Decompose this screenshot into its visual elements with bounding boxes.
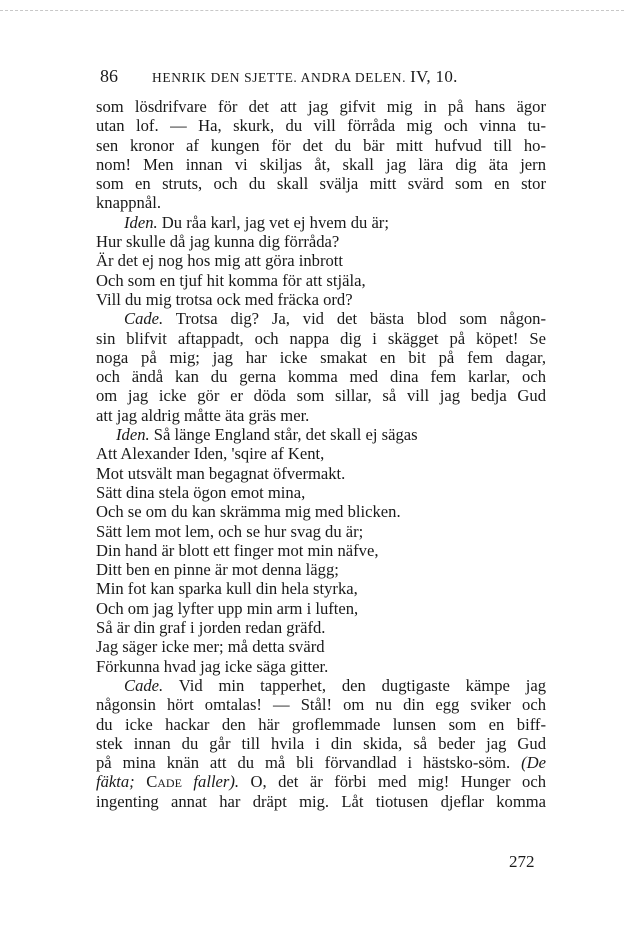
speech-iden bbox=[96, 425, 546, 444]
prose-text: på mina knän att du må bli förvandlad i hästsko-söm. bbox=[96, 753, 511, 773]
prose-line: att jag aldrig måtte äta gräs mer. bbox=[96, 405, 310, 425]
prose-text: O, det är förbi med mig! Hunger och bbox=[239, 772, 546, 792]
verse-line: Så är din graf i jorden redan gräfd. bbox=[96, 618, 326, 638]
verse-line: Min fot kan sparka kull din hela styrka, bbox=[96, 579, 358, 599]
prose-line-with-stage-direction bbox=[96, 772, 546, 791]
page-header bbox=[100, 66, 540, 88]
prose-line: om jag icke gör er döda som sillar, så vill jag bedja Gud bbox=[96, 386, 546, 406]
prose-line: du icke hackar den här groflemmade lunsen som en biff- bbox=[96, 714, 546, 734]
speech-iden bbox=[96, 213, 546, 232]
verse-line: Och som en tjuf hit komma för att stjäla, bbox=[96, 270, 366, 290]
verse-line: Din hand är blott ett finger mot min näfve, bbox=[96, 540, 379, 560]
verse-line: Och se om du kan skrämma mig med blicken. bbox=[96, 502, 401, 522]
signature-mark: 272 bbox=[509, 852, 535, 871]
verse-line: Ditt ben en pinne är mot denna lägg; bbox=[96, 560, 339, 580]
prose-line: stek innan du går till hvila i din skida, så beder jag Gud bbox=[96, 733, 546, 753]
prose-line: någonsin hört omtalas! — Stål! om nu din egg sviker och bbox=[96, 695, 546, 715]
prose-line: utan lof. — Ha, skurk, du vill förråda mig och vinna tu- bbox=[96, 116, 546, 136]
verse-line: Är det ej nog hos mig att göra inbrott bbox=[96, 251, 344, 271]
stage-direction: faller). bbox=[193, 772, 240, 792]
speaker-name: Iden. bbox=[124, 212, 158, 232]
prose-line: och ändå kan du gerna komma med dina fem karlar, och bbox=[96, 367, 546, 387]
running-head-title: HENRIK DEN SJETTE. ANDRA DELEN. bbox=[152, 70, 407, 85]
running-head bbox=[152, 67, 458, 87]
speech-cade bbox=[96, 676, 546, 695]
stage-direction-name: Cade bbox=[146, 772, 182, 792]
speech-cade bbox=[96, 309, 546, 328]
body-text bbox=[96, 97, 546, 811]
stage-direction: (De bbox=[521, 753, 546, 773]
speaker-name: Cade. bbox=[124, 675, 164, 695]
verse-line: Mot utsvält man begagnat öfvermakt. bbox=[96, 463, 346, 483]
page-number: 86 bbox=[100, 66, 118, 86]
verse-text: Du råa karl, jag vet ej hvem du är; bbox=[157, 212, 389, 232]
verse-line: Och om jag lyfter upp min arm i luften, bbox=[96, 598, 359, 618]
verse-line: Jag säger icke mer; må detta svärd bbox=[96, 637, 325, 657]
speaker-name: Cade. bbox=[124, 309, 164, 329]
speaker-name: Iden. bbox=[116, 425, 150, 445]
prose-line: knappnål. bbox=[96, 193, 161, 213]
scan-edge bbox=[0, 10, 624, 11]
act-scene: IV, 10. bbox=[410, 67, 458, 86]
prose-text: Vid min tapperhet, den dugtigaste kämpe jag bbox=[163, 675, 546, 695]
prose-line: nom! Men innan vi skiljas åt, skall jag lära dig äta jern bbox=[96, 154, 546, 174]
prose-line: som en struts, och du skall svälja mitt svärd som en stor bbox=[96, 174, 546, 194]
verse-line: Förkunna hvad jag icke säga gitter. bbox=[96, 656, 329, 676]
verse-line: Sätt dina stela ögon emot mina, bbox=[96, 482, 306, 502]
verse-line: Vill du mig trotsa ock med fräcka ord? bbox=[96, 289, 353, 309]
prose-line-with-stage-direction bbox=[96, 753, 546, 772]
prose-line: noga på mig; jag har icke smakat en bit på fem dagar, bbox=[96, 347, 546, 367]
verse-line: Att Alexander Iden, 'sqire af Kent, bbox=[96, 444, 325, 464]
verse-line: Hur skulle då jag kunna dig förråda? bbox=[96, 232, 340, 252]
stage-direction: fäkta; bbox=[96, 772, 135, 792]
verse-line: Sätt lem mot lem, och se hur svag du är; bbox=[96, 521, 364, 541]
verse-text: Så länge England står, det skall ej sägas bbox=[149, 425, 418, 445]
prose-line: ingenting annat har dräpt mig. Låt tiotusen djeflar komma bbox=[96, 791, 546, 811]
prose-text: Trotsa dig? Ja, vid det bästa blod som någon- bbox=[163, 309, 546, 329]
prose-line: sin blifvit aftappadt, och nappa dig i skägget på köpet! Se bbox=[96, 328, 546, 348]
prose-line: sen kronor af kungen för det du bär mitt hufvud till ho- bbox=[96, 135, 546, 155]
prose-line: som lösdrifvare för det att jag gifvit mig in på hans ägor bbox=[96, 97, 546, 116]
